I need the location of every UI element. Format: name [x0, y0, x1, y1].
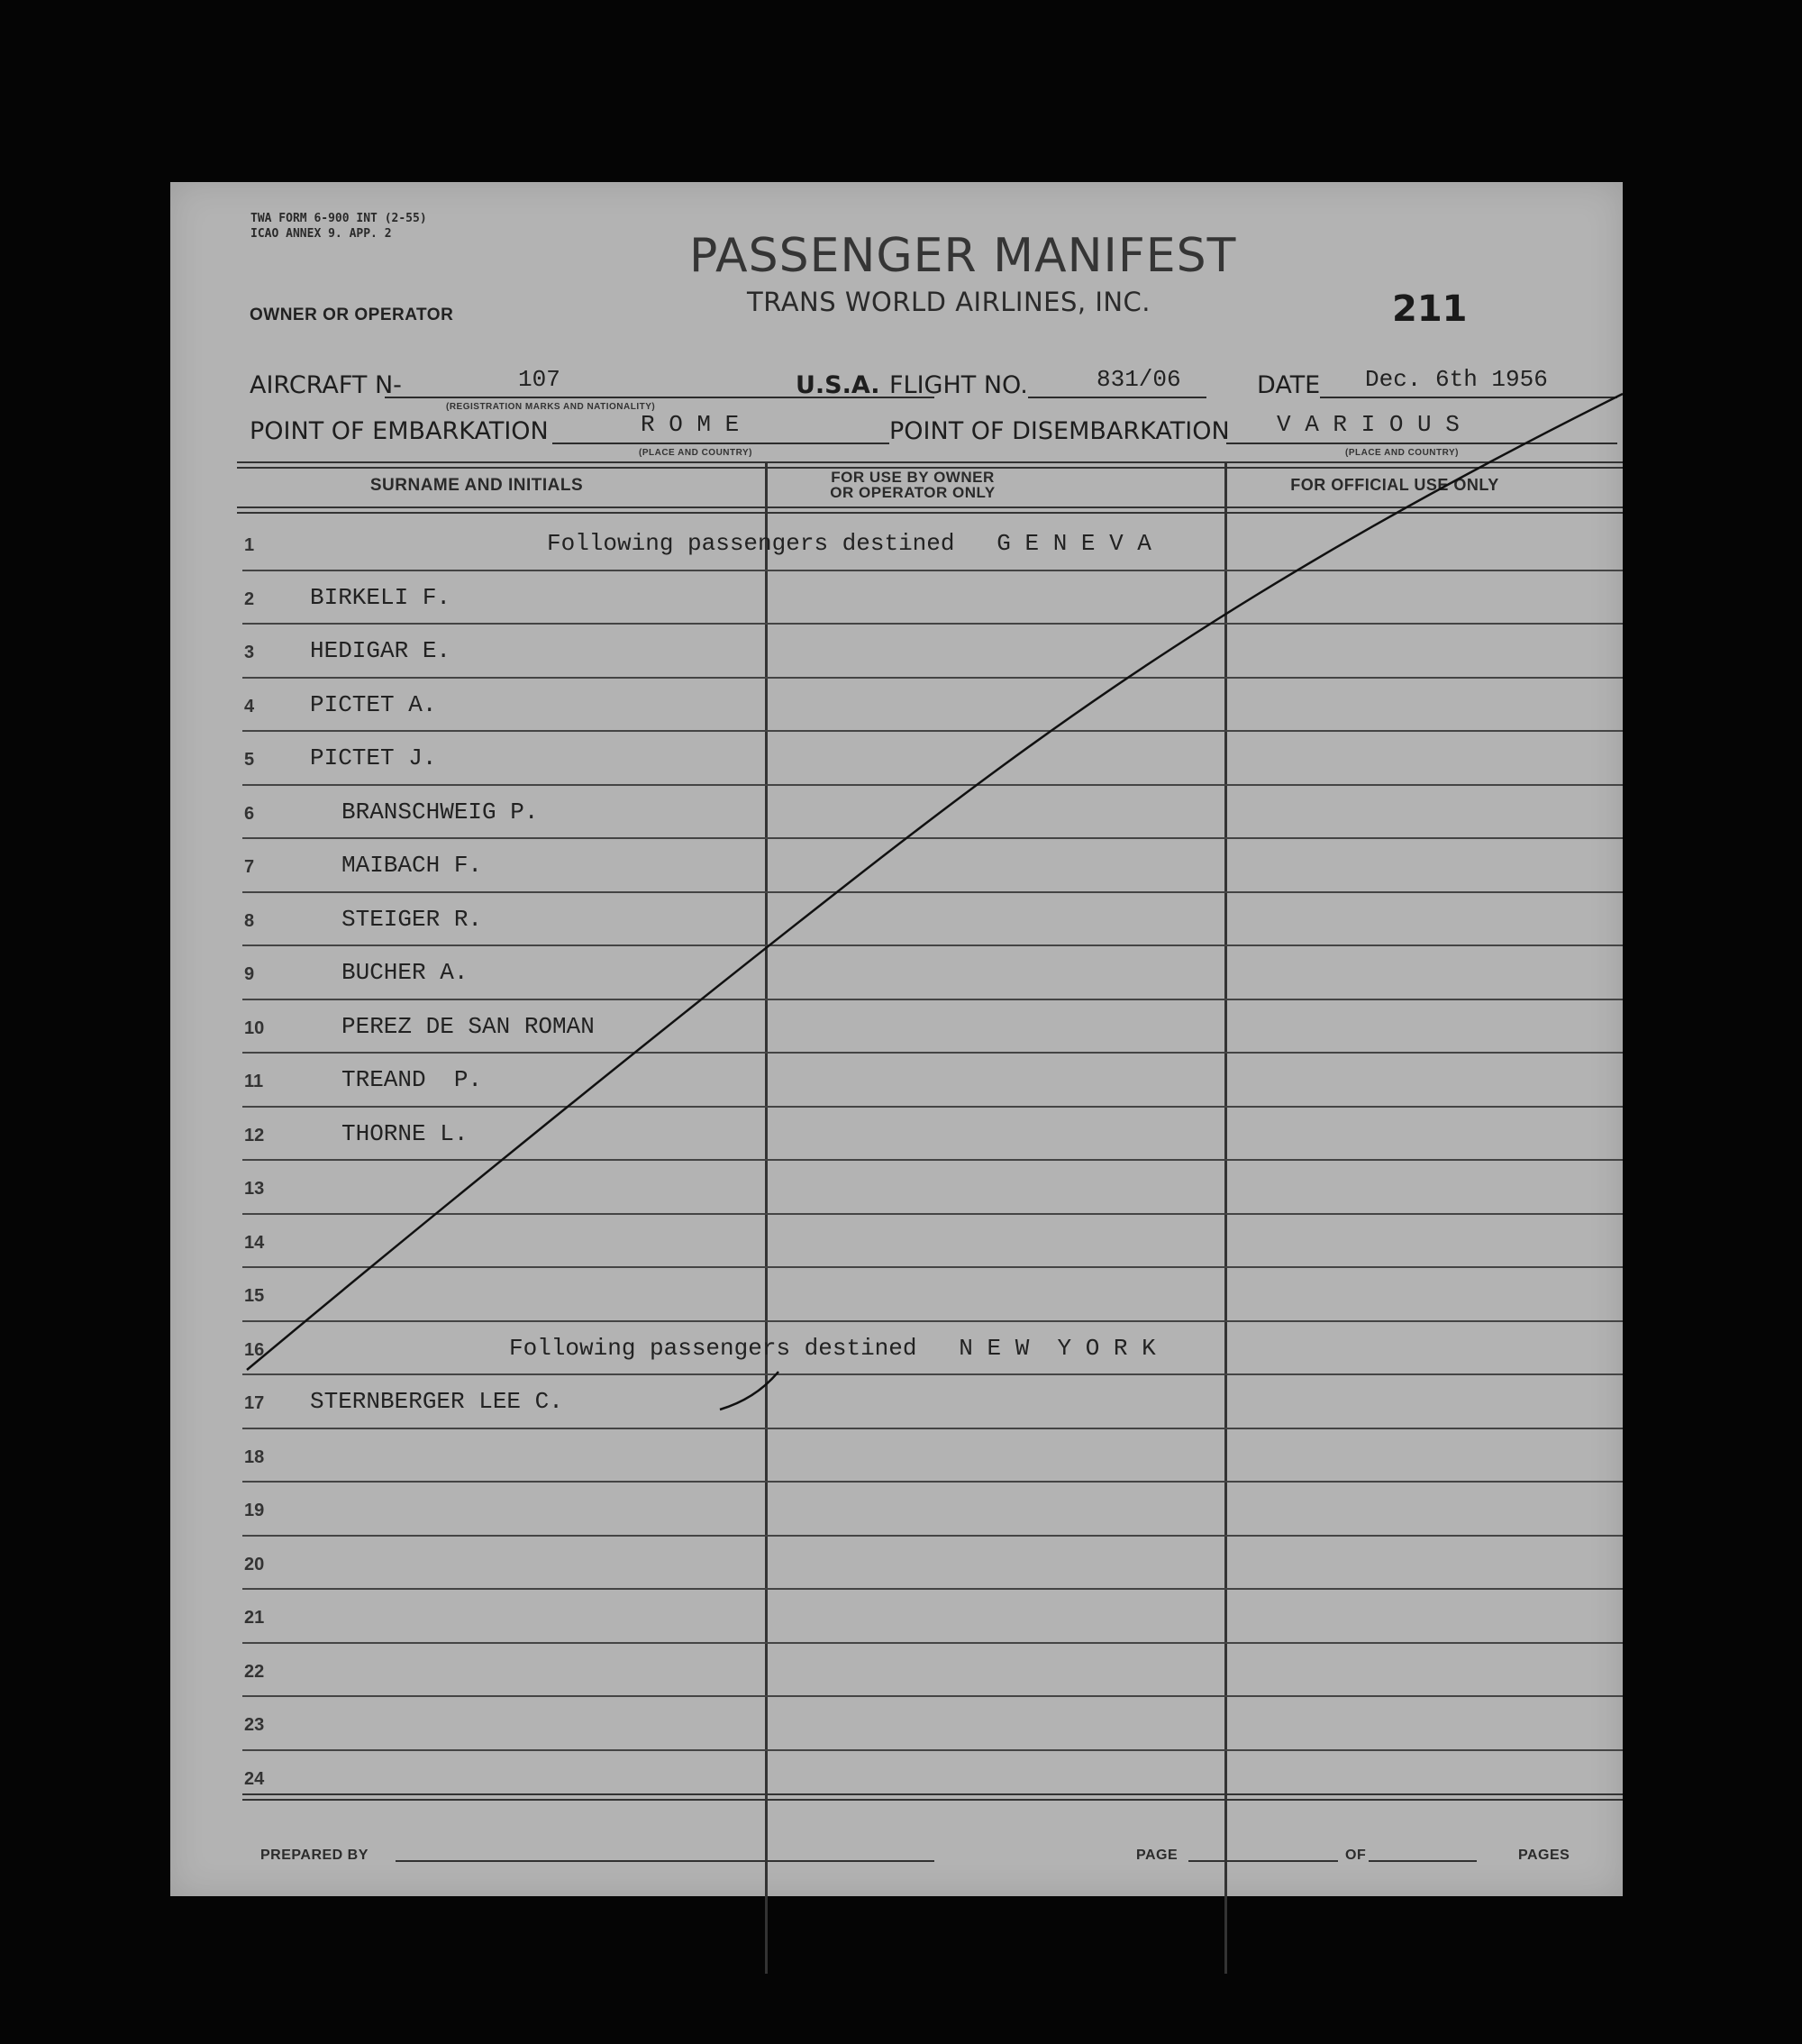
embarkation-label: POINT OF EMBARKATION: [250, 417, 549, 445]
prepared-by-label: PREPARED BY: [260, 1848, 369, 1863]
page-label: PAGE: [1136, 1848, 1179, 1863]
date-value: Dec. 6th 1956: [1365, 366, 1548, 393]
row-number: 15: [244, 1286, 265, 1306]
manifest-number: 211: [1392, 288, 1468, 330]
row-number: 5: [244, 750, 255, 770]
passenger-entry: MAIBACH F.: [341, 852, 483, 879]
passenger-entry: BRANSCHWEIG P.: [341, 798, 539, 826]
passenger-entry: TREAND P.: [341, 1066, 483, 1093]
passenger-entry: Following passengers destined G E N E V A: [547, 530, 1151, 557]
passenger-entry: Following passengers destined N E W Y O R K: [509, 1334, 1156, 1362]
row-number: 8: [244, 910, 255, 931]
row-number: 1: [244, 535, 255, 555]
row-number: 13: [244, 1179, 265, 1199]
form-code-line2: ICAO ANNEX 9. APP. 2: [250, 227, 392, 241]
flight-value: 831/06: [1097, 366, 1181, 393]
row-number: 2: [244, 589, 255, 609]
row-number: 21: [244, 1608, 265, 1628]
column-official-use: FOR OFFICIAL USE ONLY: [1290, 476, 1499, 494]
passenger-entry: PEREZ DE SAN ROMAN: [341, 1012, 595, 1040]
pages-label: PAGES: [1518, 1848, 1570, 1863]
embarkation-value: R O M E: [641, 411, 740, 438]
row-number: 10: [244, 1017, 265, 1038]
passenger-entry: STERNBERGER LEE C.: [310, 1388, 563, 1415]
prepared-by-underline: [396, 1860, 934, 1862]
passenger-entry: THORNE L.: [341, 1119, 469, 1147]
embarkation-note: (PLACE AND COUNTRY): [639, 448, 752, 458]
of-label: OF: [1345, 1848, 1367, 1863]
page-title: PASSENGER MANIFEST: [689, 229, 1237, 283]
row-number: 16: [244, 1339, 265, 1360]
disembarkation-note: (PLACE AND COUNTRY): [1345, 448, 1459, 458]
row-number: 3: [244, 643, 255, 662]
passenger-entry: BUCHER A.: [341, 959, 469, 986]
passenger-entry: PICTET A.: [310, 690, 437, 718]
row-number: 23: [244, 1715, 265, 1735]
row-number: 22: [244, 1661, 265, 1682]
passenger-entry: HEDIGAR E.: [310, 637, 451, 664]
cancellation-line: [170, 182, 1623, 1896]
row-number: 7: [244, 857, 255, 877]
passenger-entry: BIRKELI F.: [310, 583, 451, 611]
row-number: 14: [244, 1232, 265, 1253]
row-number: 12: [244, 1125, 265, 1145]
row-number: 4: [244, 696, 255, 716]
owner-operator-label: OWNER OR OPERATOR: [250, 306, 454, 324]
row-number: 6: [244, 803, 255, 824]
column-owner-use: FOR USE BY OWNER OR OPERATOR ONLY: [830, 469, 996, 501]
registration-note: (REGISTRATION MARKS AND NATIONALITY): [446, 402, 656, 412]
row-number: 18: [244, 1446, 265, 1467]
row-number: 19: [244, 1501, 265, 1520]
aircraft-label: AIRCRAFT N-: [250, 371, 402, 399]
column-surname: SURNAME AND INITIALS: [369, 476, 584, 495]
row-number: 20: [244, 1554, 265, 1574]
form-code-line1: TWA FORM 6-900 INT (2-55): [250, 212, 427, 225]
row-number: 24: [244, 1768, 265, 1789]
page-underline: [1188, 1860, 1338, 1862]
row-number: 11: [244, 1072, 264, 1091]
passenger-entry: PICTET J.: [310, 744, 437, 771]
disembarkation-label: POINT OF DISEMBARKATION: [889, 417, 1230, 445]
flight-no-label: FLIGHT NO.: [889, 371, 1028, 399]
airline-name: TRANS WORLD AIRLINES, INC.: [747, 287, 1151, 317]
date-label: DATE: [1257, 371, 1321, 399]
row-number: 9: [244, 964, 255, 984]
row-number: 17: [244, 1393, 265, 1413]
usa-label: U.S.A.: [796, 371, 880, 399]
of-underline: [1369, 1860, 1477, 1862]
disembarkation-value: V A R I O U S: [1277, 411, 1460, 438]
aircraft-value: 107: [518, 366, 560, 393]
manifest-sheet: [170, 182, 1623, 1896]
passenger-entry: STEIGER R.: [341, 905, 483, 933]
